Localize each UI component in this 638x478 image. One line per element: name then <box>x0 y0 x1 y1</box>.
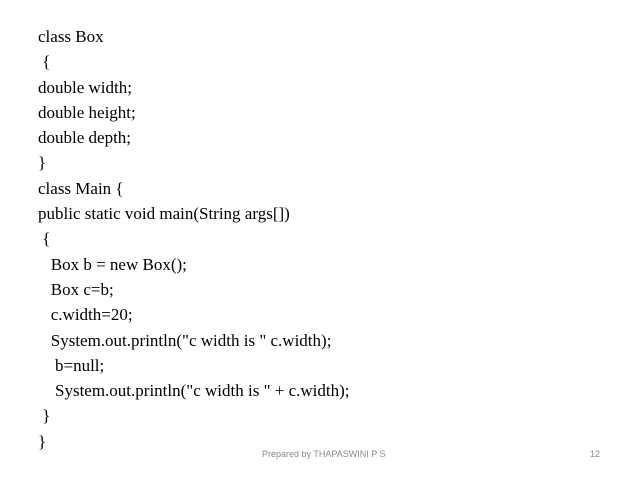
code-line-17: } <box>38 431 47 451</box>
footer-author: Prepared by THAPASWINI P S <box>262 449 386 459</box>
code-line-11: Box c=b; <box>38 279 114 299</box>
code-line-5: double depth; <box>38 128 132 148</box>
slide-number: 12 <box>589 449 600 459</box>
code-line-8: public static void main(String args[]) <box>38 204 290 224</box>
code-line-13: System.out.println("c width is " c.width); <box>38 330 332 350</box>
code-line-2: { <box>38 52 51 72</box>
code-block <box>38 24 350 454</box>
code-line-1: class Box <box>38 27 104 46</box>
code-line-9: { <box>38 229 51 249</box>
code-line-12: c.width=20; <box>38 305 133 325</box>
code-line-7: class Main { <box>38 178 124 198</box>
code-line-3: double width; <box>38 77 132 97</box>
code-line-15: System.out.println("c width is " + c.width); <box>38 381 350 401</box>
code-line-16: } <box>38 406 51 426</box>
code-line-10: Box b = new Box(); <box>38 254 187 274</box>
code-line-6: } <box>38 153 47 173</box>
code-line-14: b=null; <box>38 355 105 375</box>
code-line-4: double height; <box>38 102 136 122</box>
